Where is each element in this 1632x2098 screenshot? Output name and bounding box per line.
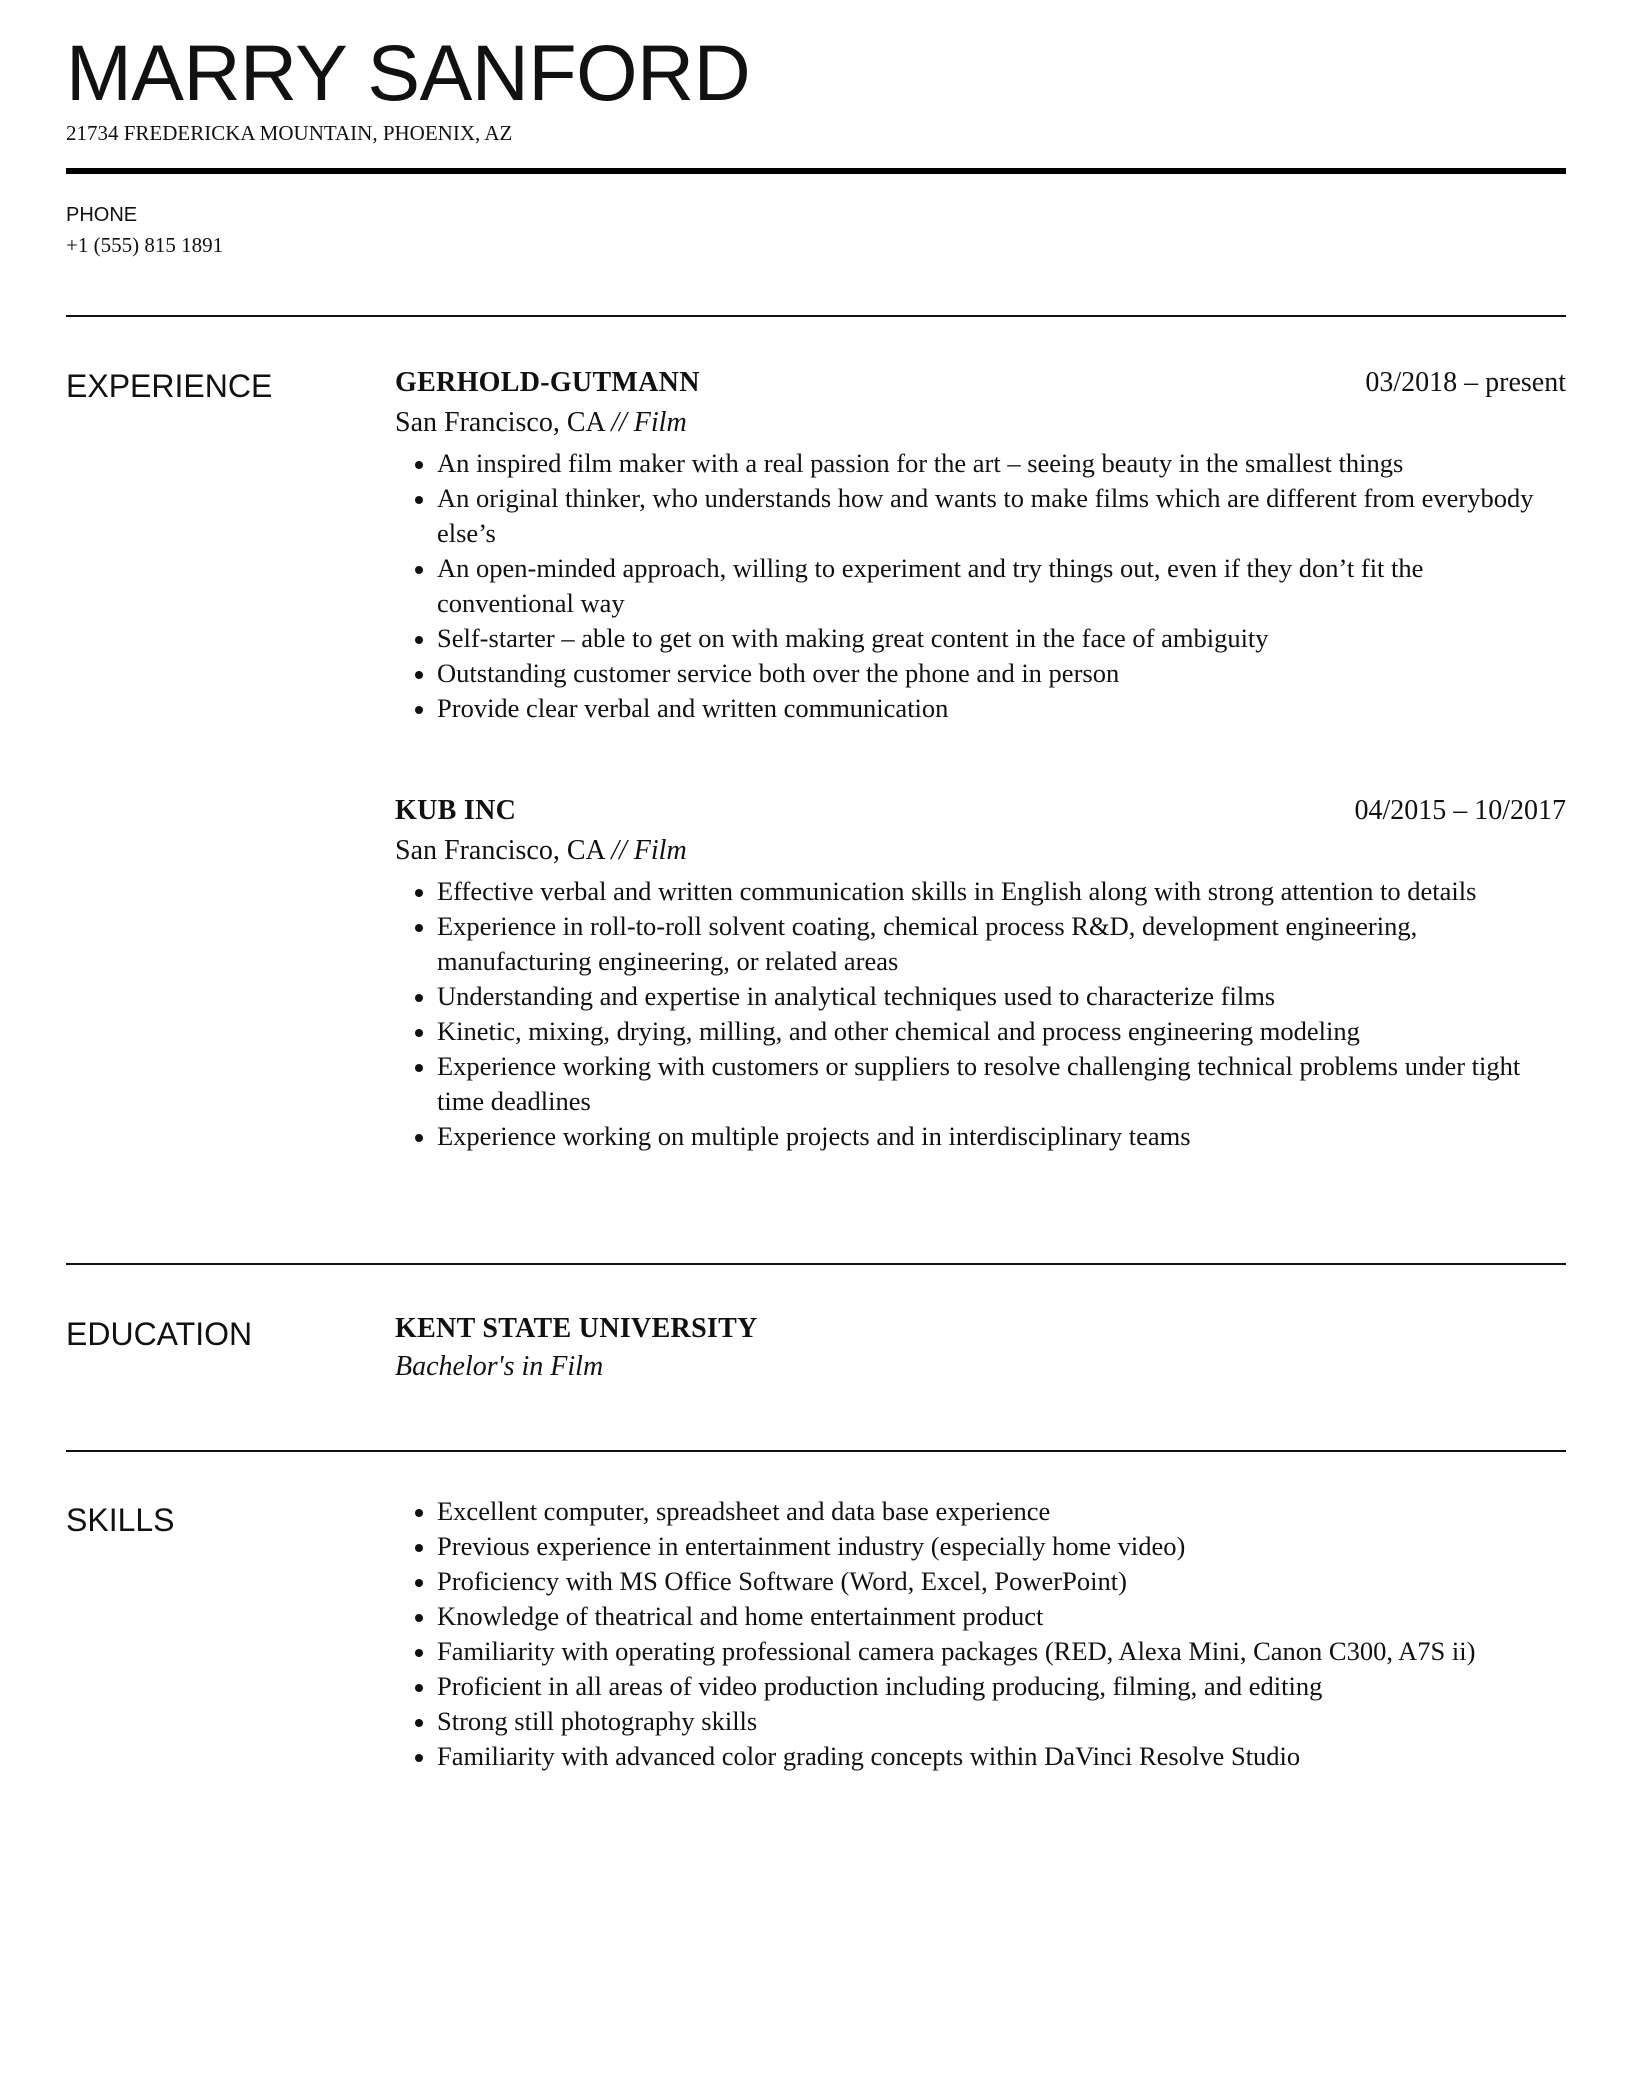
- company-name: KUB INC: [395, 795, 517, 826]
- job-location: [395, 832, 1566, 870]
- job-location: [395, 404, 1566, 442]
- list-item: Kinetic, mixing, drying, milling, and other chemical and process engineering modeling: [437, 1014, 1566, 1049]
- list-item: Experience working on multiple projects and in interdisciplinary teams: [437, 1119, 1566, 1154]
- list-item: Effective verbal and written communication skills in English along with strong attention to details: [437, 874, 1566, 909]
- experience-heading: EXPERIENCE: [66, 368, 273, 404]
- job-field: Film: [633, 835, 687, 866]
- skills-list: [395, 1494, 1566, 1774]
- list-item: Experience working with customers or suppliers to resolve challenging technical problems under tight time deadlines: [437, 1049, 1566, 1119]
- skills-entry: [395, 1494, 1566, 1774]
- education-heading: EDUCATION: [66, 1316, 253, 1352]
- list-item: Understanding and expertise in analytical techniques used to characterize films: [437, 979, 1566, 1014]
- candidate-name: MARRY SANFORD: [66, 28, 751, 117]
- job-header: [395, 792, 1566, 832]
- skills-heading: SKILLS: [66, 1502, 175, 1538]
- section-divider: [66, 1450, 1566, 1452]
- list-item: Provide clear verbal and written communication: [437, 691, 1566, 726]
- list-item: Proficiency with MS Office Software (Word, Excel, PowerPoint): [437, 1564, 1566, 1599]
- header-divider: [66, 168, 1566, 174]
- phone-label: PHONE: [66, 204, 138, 226]
- job-dates: 04/2015 – 10/2017: [1354, 795, 1566, 826]
- list-item: Outstanding customer service both over the phone and in person: [437, 656, 1566, 691]
- list-item: Excellent computer, spreadsheet and data base experience: [437, 1494, 1566, 1529]
- job-location-separator: //: [611, 835, 627, 866]
- job-duties-list: [395, 874, 1566, 1154]
- job-location-separator: //: [611, 407, 627, 438]
- list-item: Previous experience in entertainment industry (especially home video): [437, 1529, 1566, 1564]
- list-item: Familiarity with operating professional camera packages (RED, Alexa Mini, Canon C300, A7S ii): [437, 1634, 1566, 1669]
- degree: Bachelor's in Film: [395, 1351, 604, 1382]
- candidate-address: 21734 FREDERICKA MOUNTAIN, PHOENIX, AZ: [66, 121, 513, 145]
- section-divider: [66, 315, 1566, 317]
- school-name: KENT STATE UNIVERSITY: [395, 1313, 758, 1344]
- job-dates: 03/2018 – present: [1365, 367, 1566, 398]
- list-item: Knowledge of theatrical and home entertainment product: [437, 1599, 1566, 1634]
- list-item: Familiarity with advanced color grading concepts within DaVinci Resolve Studio: [437, 1739, 1566, 1774]
- education-entry: [395, 1310, 1566, 1386]
- section-divider: [66, 1263, 1566, 1265]
- job-entry: [395, 364, 1566, 726]
- job-header: [395, 364, 1566, 404]
- list-item: An open-minded approach, willing to experiment and try things out, even if they don’t fit the conventional way: [437, 551, 1566, 621]
- list-item: Strong still photography skills: [437, 1704, 1566, 1739]
- list-item: Proficient in all areas of video production including producing, filming, and editing: [437, 1669, 1566, 1704]
- job-entry: [395, 792, 1566, 1154]
- list-item: Self-starter – able to get on with making great content in the face of ambiguity: [437, 621, 1566, 656]
- list-item: An inspired film maker with a real passion for the art – seeing beauty in the smallest things: [437, 446, 1566, 481]
- job-duties-list: [395, 446, 1566, 726]
- company-name: GERHOLD-GUTMANN: [395, 367, 700, 398]
- phone-number: +1 (555) 815 1891: [66, 233, 224, 257]
- list-item: Experience in roll-to-roll solvent coating, chemical process R&D, development engineering, manufacturing engineering, or related areas: [437, 909, 1566, 979]
- job-location-city: San Francisco, CA: [395, 407, 605, 438]
- list-item: An original thinker, who understands how and wants to make films which are different from everybody else’s: [437, 481, 1566, 551]
- job-field: Film: [633, 407, 687, 438]
- job-location-city: San Francisco, CA: [395, 835, 605, 866]
